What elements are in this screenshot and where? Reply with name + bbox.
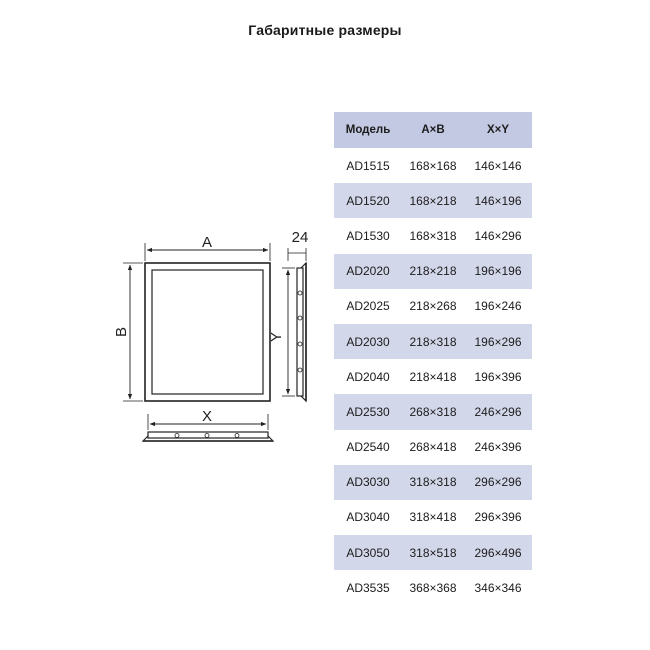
label-b: B <box>113 326 130 338</box>
cell-xy: 196×296 <box>464 324 532 359</box>
table-row <box>334 430 532 465</box>
table-row <box>334 500 532 535</box>
cell-model: AD1530 <box>346 228 390 243</box>
header-ab: A×B <box>402 112 464 148</box>
side-profile <box>268 229 308 401</box>
inner-frame <box>152 270 263 394</box>
cell-model: AD2025 <box>346 299 390 314</box>
cell-model: AD1515 <box>346 158 390 173</box>
cell-model: AD2540 <box>346 440 390 455</box>
table-row <box>334 535 532 570</box>
cell-xy: 246×296 <box>464 394 532 429</box>
page-title: Габаритные размеры <box>248 22 402 38</box>
cell-ab: 168×318 <box>409 228 457 243</box>
header-xy: X×Y <box>464 112 532 148</box>
cell-xy: 246×396 <box>474 440 522 455</box>
dimension-a <box>145 234 270 261</box>
cell-ab: 168×218 <box>402 183 464 218</box>
header-model: Модель <box>334 112 402 148</box>
table-row <box>334 465 532 500</box>
table-row <box>334 254 532 289</box>
bottom-profile <box>143 408 273 441</box>
cell-model: AD3030 <box>334 465 402 500</box>
label-a: A <box>201 234 213 251</box>
cell-ab: 218×218 <box>402 254 464 289</box>
label-depth: 24 <box>291 229 309 246</box>
label-y: Y <box>268 331 285 343</box>
cell-model: AD1520 <box>334 183 402 218</box>
cell-xy: 296×396 <box>474 510 522 525</box>
cell-model: AD3040 <box>346 510 390 525</box>
front-view <box>145 263 270 401</box>
cell-ab: 368×368 <box>409 580 457 595</box>
cell-xy: 196×196 <box>464 254 532 289</box>
cell-model: AD3535 <box>346 580 390 595</box>
cell-xy: 146×196 <box>464 183 532 218</box>
table-row <box>334 148 532 183</box>
cell-xy: 296×296 <box>464 465 532 500</box>
cell-ab: 318×418 <box>409 510 457 525</box>
cell-model: AD2040 <box>346 369 390 384</box>
table-row <box>334 218 532 253</box>
cell-xy: 296×496 <box>464 535 532 570</box>
cell-model: AD2530 <box>334 394 402 429</box>
cell-xy: 146×296 <box>474 228 522 243</box>
table-row <box>334 183 532 218</box>
cell-ab: 268×318 <box>402 394 464 429</box>
cell-xy: 346×346 <box>474 580 522 595</box>
cell-xy: 196×246 <box>474 299 522 314</box>
table-row <box>334 394 532 429</box>
cell-model: AD2020 <box>334 254 402 289</box>
label-x: X <box>201 408 213 425</box>
cell-xy: 146×146 <box>474 158 522 173</box>
dimension-b <box>113 263 143 401</box>
cell-ab: 218×318 <box>402 324 464 359</box>
cell-xy: 196×396 <box>474 369 522 384</box>
dimension-drawing <box>105 218 325 458</box>
cell-ab: 218×268 <box>409 299 457 314</box>
cell-model: AD3050 <box>334 535 402 570</box>
cell-model: AD2030 <box>334 324 402 359</box>
cell-ab: 318×318 <box>402 465 464 500</box>
table-row <box>334 324 532 359</box>
table-row <box>334 359 532 394</box>
cell-ab: 218×418 <box>409 369 457 384</box>
cell-ab: 318×518 <box>402 535 464 570</box>
table-header-row <box>334 112 532 148</box>
table-row <box>334 570 532 605</box>
cell-ab: 268×418 <box>409 440 457 455</box>
table-row <box>334 289 532 324</box>
cell-ab: 168×168 <box>409 158 457 173</box>
size-table <box>334 112 532 605</box>
